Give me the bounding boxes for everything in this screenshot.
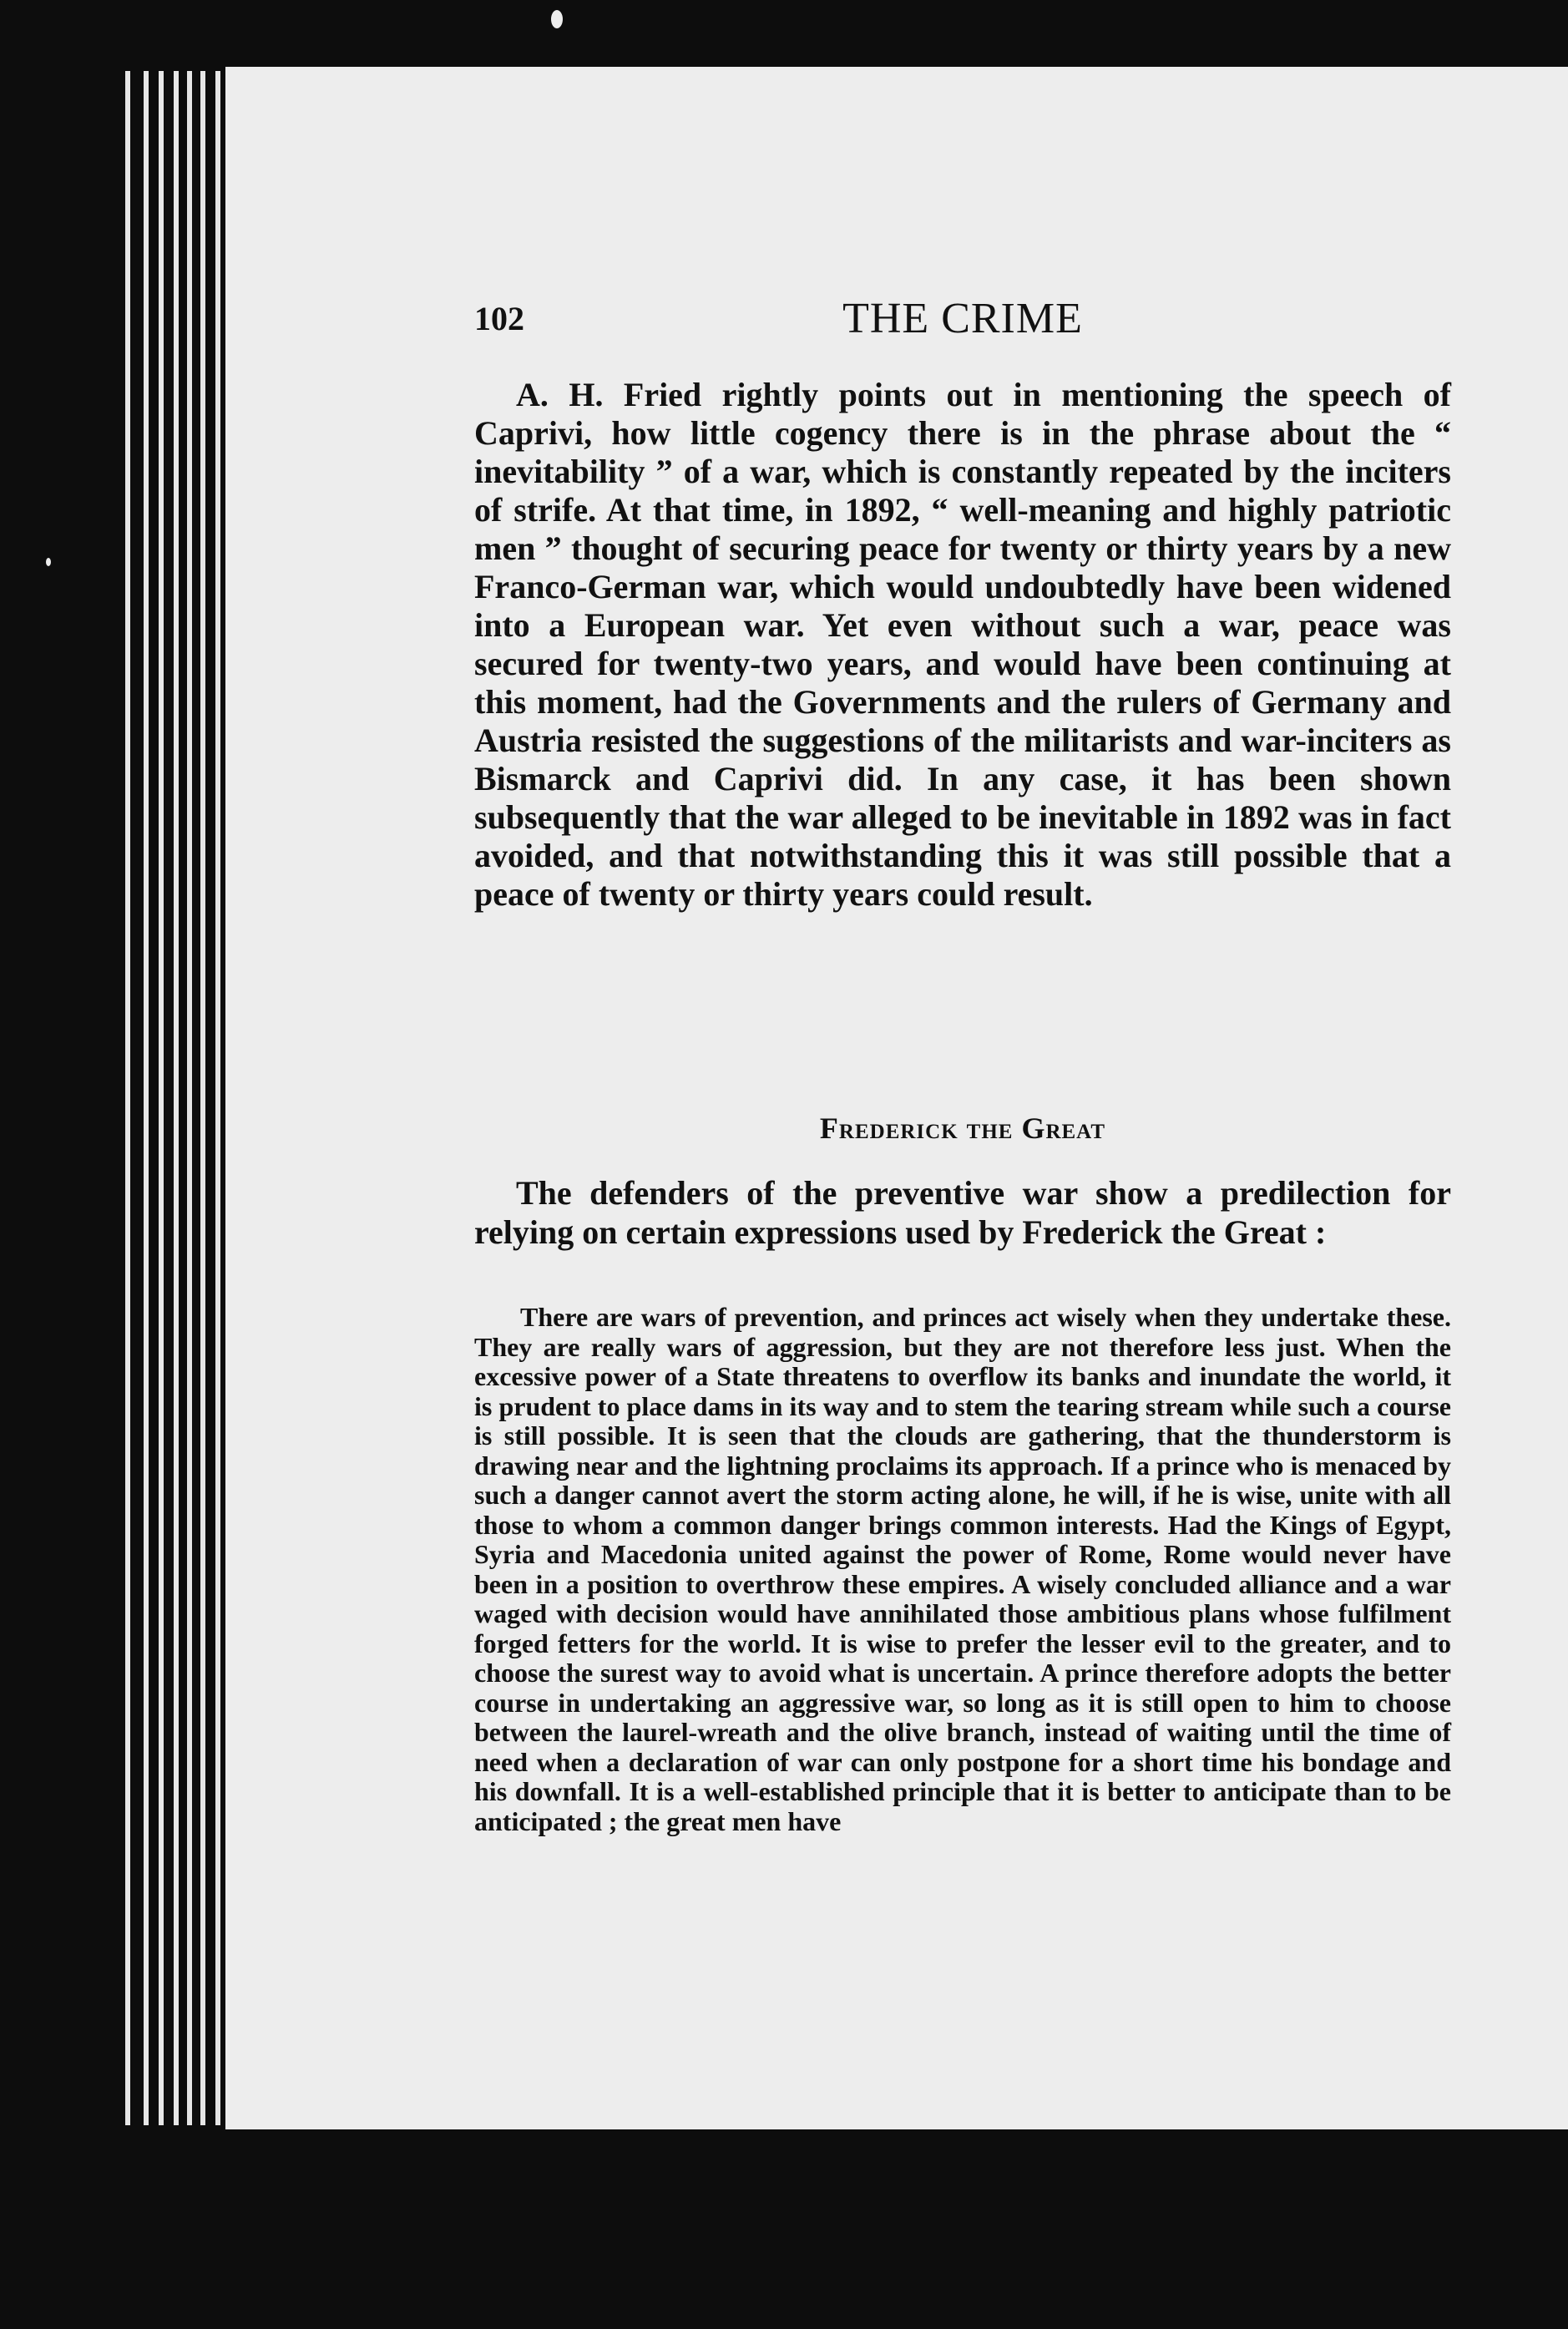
page-title: THE CRIME xyxy=(842,295,1083,342)
section-heading: Frederick the Great xyxy=(819,1111,1106,1145)
scan-speck xyxy=(551,10,563,28)
running-head xyxy=(474,294,1451,352)
scan-speck xyxy=(46,558,51,566)
block-quote: There are wars of prevention, and princes act wisely when they undertake these. They are really wars of aggression, but they are not therefore less just. When the excessive power of a State threatens to overflow its banks and inundate the world, it is prudent to place dams in its way and to stem the tearing stream while such a course is still possible. It is seen that the clouds are gathering, that the thunderstorm is drawing near and the lightning proclaims its approach. If a prince who is menaced by such a danger cannot avert the storm acting alone, he will, if he is wise, unite with all those to whom a common danger brings common interests. Had the Kings of Egypt, Syria and Macedonia united against the power of Rome, Rome would never have been in a position to overthrow these empires. A wisely concluded alliance and a war waged with decision would have annihilated those ambitious plans whose fulfilment forged fetters for the world. It is wise to prefer the lesser evil to the greater, and to choose the surest way to avoid what is uncertain. A prince therefore adopts the better course in undertaking an aggressive war, so long as it is still open to him to choose between the laurel-wreath and the olive branch, instead of waiting until the time of need when a declaration of war can only postpone for a short time his bondage and his downfall. It is a well-established principle that it is better to anticipate than to be anticipated ; the great men have xyxy=(474,1302,1451,1836)
page-number: 102 xyxy=(474,300,524,337)
book-page xyxy=(225,67,1568,2129)
body-paragraph: The defenders of the preventive war show a predilection for relying on certain expressions used by Frederick the Great : xyxy=(474,1174,1451,1251)
body-paragraph: A. H. Fried rightly points out in mentioning the speech of Caprivi, how little cogency there is in the phrase about the “ inevitability ” of a war, which is constantly repeated by the inciters of strife. At that time, in 1892, “ well-meaning and highly patriotic men ” thought of securing peace for twenty or thirty years by a new Franco-German war, which would undoubtedly have been widened into a European war. Yet even without such a war, peace was secured for twenty-two years, and would have been continuing at this moment, had the Governments and the rulers of Germany and Austria resisted the suggestions of the militarists and war-inciters as Bismarck and Caprivi did. In any case, it has been shown subsequently that the war alleged to be inevitable in 1892 was in fact avoided, and that notwithstanding this it was still possible that a peace of twenty or thirty years could result. xyxy=(474,376,1451,913)
page-edge-lines xyxy=(125,71,242,2125)
